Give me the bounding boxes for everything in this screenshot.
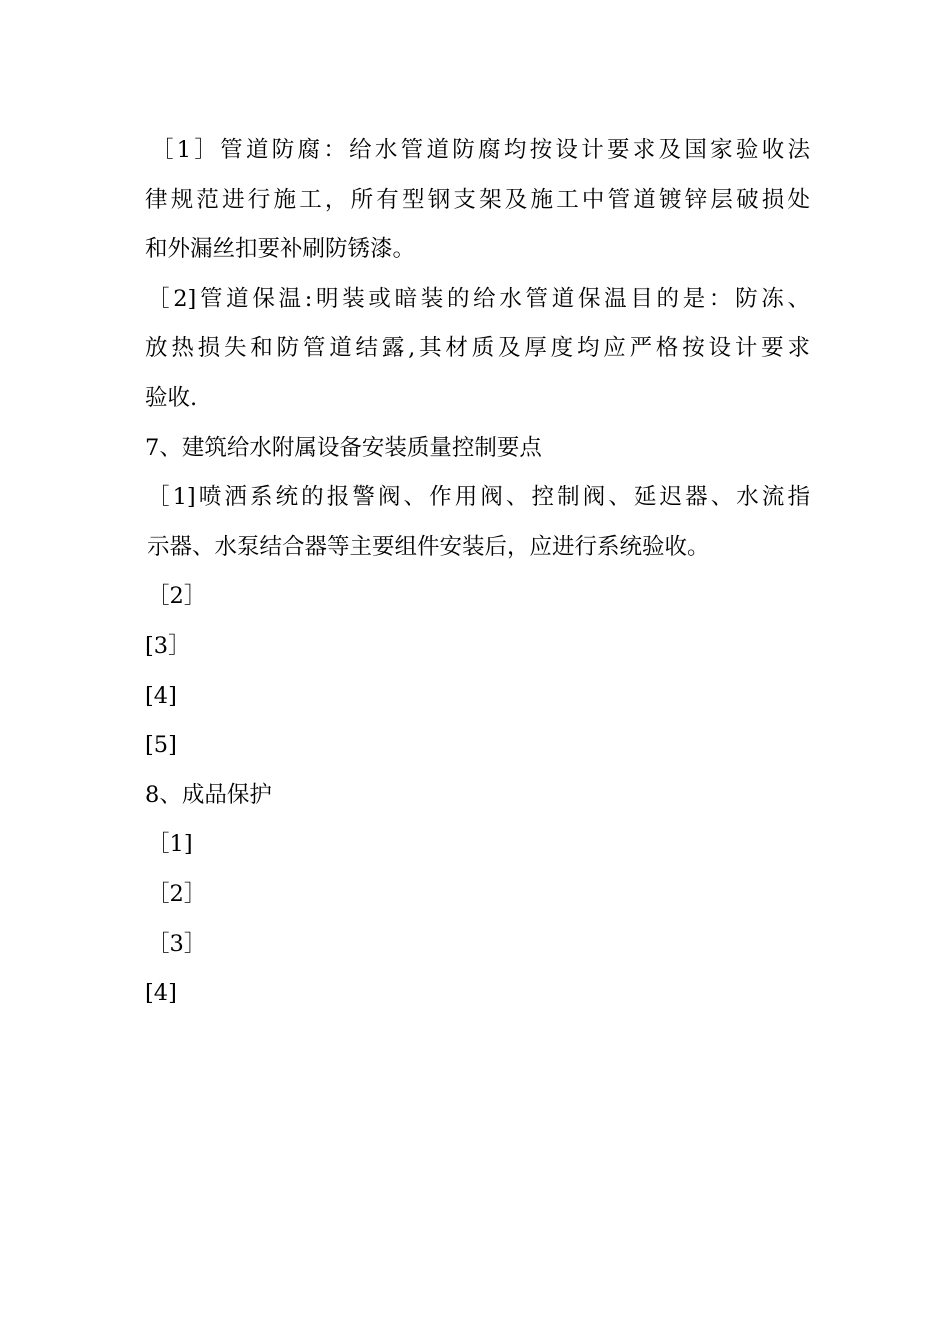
- heading-line: 7、建筑给水附属设备安装质量控制要点: [145, 434, 542, 461]
- list-item-section-7-4: [4]: [145, 682, 177, 709]
- text-line: ［1]喷洒系统的报警阀、作用阀、控制阀、延迟器、水流指: [147, 484, 810, 511]
- paragraph-pipe-anticorrosion: [145, 126, 810, 275]
- text-line: 验收.: [145, 384, 198, 411]
- text-line: 示器、水泵结合器等主要组件安装后，应进行系统验收。: [147, 533, 710, 560]
- paragraph-section-7-item-1: [145, 473, 810, 572]
- list-item-section-8-1: ［1]: [147, 831, 193, 858]
- text-line: 放热损失和防管道结露,其材质及厚度均应严格按设计要求: [145, 335, 810, 362]
- list-item-section-8-2: ［2］: [147, 880, 207, 907]
- document-body: [145, 126, 810, 1019]
- text-line: 和外漏丝扣要补刷防锈漆。: [145, 236, 416, 263]
- text-line: ［2]管道保温:明装或暗装的给水管道保温目的是：防冻、: [147, 285, 810, 312]
- list-item-section-8-4: [4]: [145, 980, 177, 1007]
- list-item-section-7-5: [5]: [145, 732, 177, 759]
- section-8-heading: 8、成品保护: [145, 781, 272, 808]
- list-item-section-7-3: [3］: [145, 632, 191, 659]
- text-line: 律规范进行施工，所有型钢支架及施工中管道镀锌层破损处: [145, 186, 810, 213]
- paragraph-pipe-insulation: [145, 275, 810, 424]
- list-item-section-7-2: ［2］: [147, 583, 207, 610]
- text-line: ［1］管道防腐：给水管道防腐均按设计要求及国家验收法: [151, 137, 810, 163]
- list-item-section-8-3: ［3］: [147, 930, 207, 957]
- section-7-heading: [145, 424, 810, 474]
